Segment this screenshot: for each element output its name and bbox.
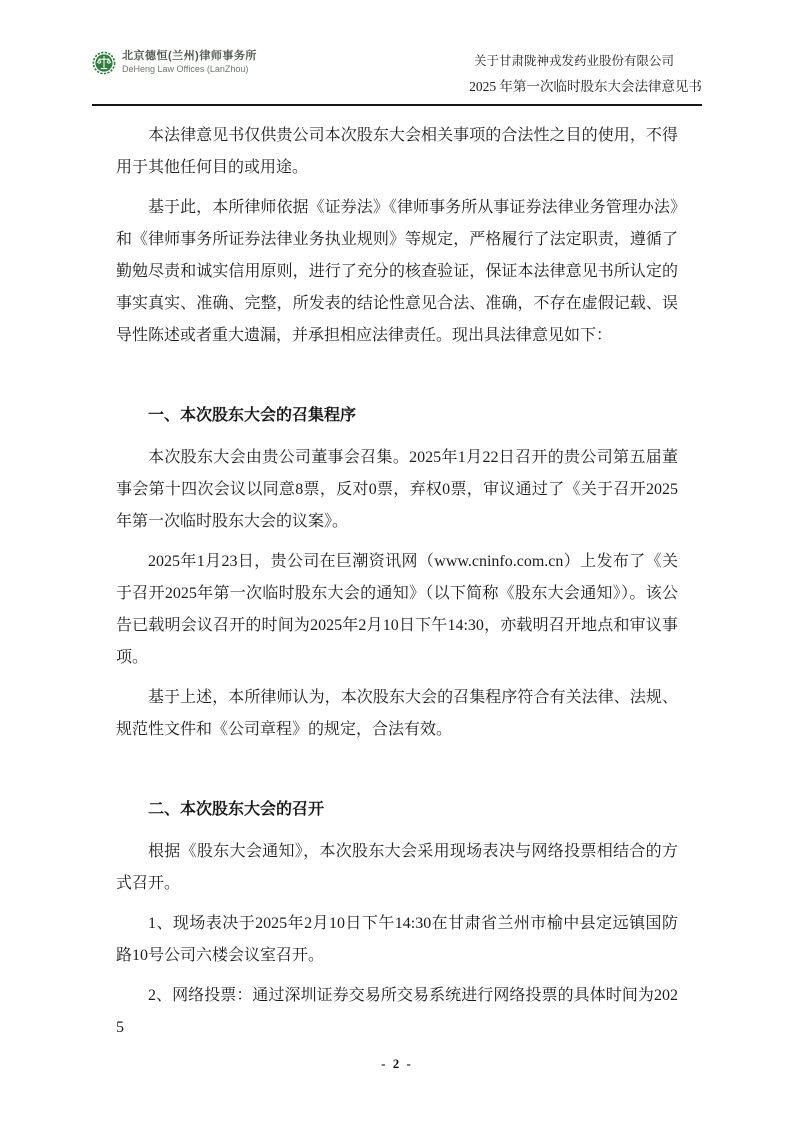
document-body [92, 106, 702, 1044]
firm-name-chinese: 北京德恒(兰州)律师事务所 [122, 50, 257, 62]
firm-identity [92, 50, 257, 75]
firm-name-block [122, 50, 257, 75]
paragraph-meeting-method: 根据《股东大会通知》，本次股东大会采用现场表决与网络投票相结合的方式召开。 [116, 843, 678, 892]
paragraph-usage-restriction: 本法律意见书仅供贵公司本次股东大会相关事项的合法性之目的使用，不得用于其他任何目的或用途。 [116, 127, 678, 176]
running-title-line1: 关于甘肃陇神戎发药业股份有限公司 [473, 54, 674, 68]
deheng-scales-logo-icon [92, 51, 116, 75]
section-heading-1: 一、本次股东大会的召集程序 [148, 407, 357, 424]
running-title [469, 48, 702, 100]
paragraph-legal-basis: 基于此，本所律师依据《证券法》《律师事务所从事证券法律业务管理办法》和《律师事务所证券法律业务执业规则》等规定，严格履行了法定职责，遵循了勤勉尽责和诚实信用原则，进行了充分的核查验证，保证本法律意见书所认定的事实真实、准确、完整，所发表的结论性意见合法、准确，不存在虚假记载、误导性陈述或者重大遗漏，并承担相应法律责任。现出具法律意见如下： [116, 199, 678, 344]
firm-name-english: DeHeng Law Offices (LanZhou) [122, 63, 249, 74]
running-title-line2: 2025 年第一次临时股东大会法律意见书 [469, 79, 702, 94]
page-number: - 2 - [381, 1056, 413, 1071]
paragraph-board-convening: 本次股东大会由贵公司董事会召集。2025年1月22日召开的贵公司第五届董事会第十四次会议以同意8票，反对0票，弃权0票，审议通过了《关于召开2025年第一次临时股东大会的议案》。 [116, 449, 678, 530]
paragraph-online-voting: 2、网络投票：通过深圳证券交易所交易系统进行网络投票的具体时间为2025 [116, 987, 678, 1036]
letterhead [92, 48, 702, 106]
paragraph-convening-conclusion: 基于上述，本所律师认为，本次股东大会的召集程序符合有关法律、法规、规范性文件和《公司章程》的规定，合法有效。 [116, 689, 678, 738]
section-heading-2: 二、本次股东大会的召开 [148, 801, 325, 818]
paragraph-onsite-voting: 1、现场表决于2025年2月10日下午14:30在甘肃省兰州市榆中县定远镇国防路10号公司六楼会议室召开。 [116, 915, 678, 964]
paragraph-notice-publication: 2025年1月23日，贵公司在巨潮资讯网（www.cninfo.com.cn）上发布了《关于召开2025年第一次临时股东大会的通知》（以下简称《股东大会通知》）。该公告已载明会议召开的时间为2025年2月10日下午14:30，亦载明召开地点和审议事项。 [116, 553, 678, 666]
